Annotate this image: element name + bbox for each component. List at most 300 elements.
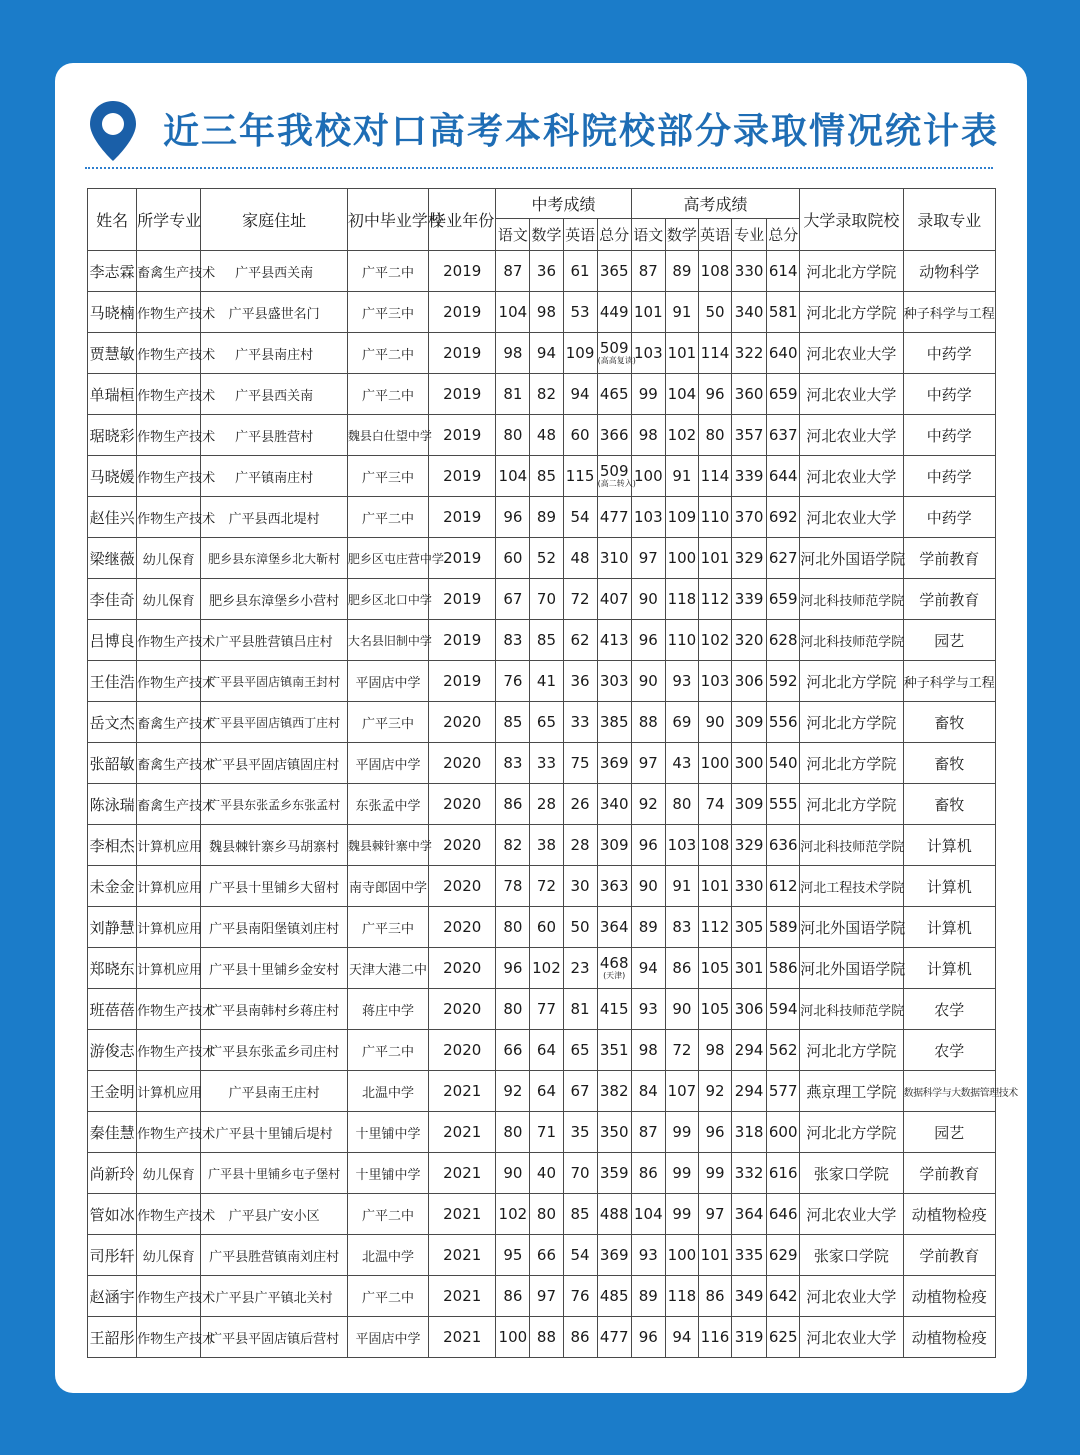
- cell-gk-score: 72: [665, 1030, 698, 1071]
- cell-university: 河北北方学院: [800, 1112, 903, 1153]
- cell-major: 计算机应用: [137, 866, 201, 907]
- table-row: [88, 620, 996, 661]
- cell-zk-score: 87: [496, 251, 530, 292]
- cell-university: 河北农业大学: [800, 374, 903, 415]
- cell-admitted-major: 中药学: [903, 497, 995, 538]
- cell-gk-score: 83: [665, 907, 698, 948]
- cell-gk-score: 306: [732, 989, 767, 1030]
- cell-address: 广平县胜营镇南刘庄村: [201, 1235, 347, 1276]
- cell-major: 作物生产技术: [137, 292, 201, 333]
- cell-gk-score: 110: [665, 620, 698, 661]
- table-row: [88, 538, 996, 579]
- cell-admitted-major: 畜牧: [903, 702, 995, 743]
- cell-zk-score: 72: [563, 579, 597, 620]
- header-gk-specialty: 专业: [732, 219, 767, 251]
- table-row: [88, 1194, 996, 1235]
- cell-zk-total: 449: [597, 292, 631, 333]
- cell-admitted-major: 动植物检疫: [903, 1194, 995, 1235]
- cell-zk-score: 96: [496, 497, 530, 538]
- cell-zk-score: 104: [496, 292, 530, 333]
- cell-zk-total: 351: [597, 1030, 631, 1071]
- cell-gk-score: 90: [631, 866, 665, 907]
- cell-university: 河北农业大学: [800, 497, 903, 538]
- cell-zk-score: 86: [496, 1276, 530, 1317]
- cell-zk-score: 104: [496, 456, 530, 497]
- cell-zk-score: 28: [530, 784, 563, 825]
- cell-grad-year: 2019: [429, 456, 496, 497]
- cell-zk-score: 62: [563, 620, 597, 661]
- table-row: [88, 866, 996, 907]
- cell-major: 畜禽生产技术: [137, 743, 201, 784]
- cell-university: 燕京理工学院: [800, 1071, 903, 1112]
- cell-address: 广平县十里铺乡金安村: [201, 948, 347, 989]
- cell-gk-score: 330: [732, 866, 767, 907]
- table-row: [88, 1112, 996, 1153]
- cell-zk-score: 36: [530, 251, 563, 292]
- cell-zk-total: 485: [597, 1276, 631, 1317]
- cell-zk-score: 60: [496, 538, 530, 579]
- cell-admitted-major: 数据科学与大数据管理技术: [903, 1071, 995, 1112]
- cell-gk-score: 90: [698, 702, 731, 743]
- cell-university: 河北北方学院: [800, 784, 903, 825]
- cell-zk-score: 83: [496, 620, 530, 661]
- cell-admitted-major: 中药学: [903, 374, 995, 415]
- cell-zk-score: 33: [563, 702, 597, 743]
- cell-name: 秦佳慧: [88, 1112, 137, 1153]
- cell-gk-score: 91: [665, 292, 698, 333]
- header-gaokao: 高考成绩: [631, 189, 800, 219]
- cell-zk-score: 30: [563, 866, 597, 907]
- table-row: [88, 251, 996, 292]
- cell-zk-total: 465: [597, 374, 631, 415]
- cell-grad-year: 2019: [429, 251, 496, 292]
- table-row: [88, 579, 996, 620]
- cell-zk-score: 82: [530, 374, 563, 415]
- cell-major: 作物生产技术: [137, 497, 201, 538]
- table-row: [88, 1153, 996, 1194]
- cell-admitted-major: 计算机: [903, 866, 995, 907]
- cell-gk-score: 104: [631, 1194, 665, 1235]
- cell-gk-score: 90: [665, 989, 698, 1030]
- cell-gk-total: 586: [767, 948, 800, 989]
- cell-gk-total: 562: [767, 1030, 800, 1071]
- cell-gk-score: 335: [732, 1235, 767, 1276]
- cell-zk-score: 78: [496, 866, 530, 907]
- cell-major: 作物生产技术: [137, 1030, 201, 1071]
- cell-name: 陈泳瑞: [88, 784, 137, 825]
- cell-middle-school: 南寺郎固中学: [347, 866, 428, 907]
- cell-zk-score: 65: [563, 1030, 597, 1071]
- cell-gk-score: 98: [631, 415, 665, 456]
- cell-name: 管如冰: [88, 1194, 137, 1235]
- cell-zk-score: 86: [563, 1317, 597, 1358]
- cell-name: 单瑞桓: [88, 374, 137, 415]
- cell-name: 岳文杰: [88, 702, 137, 743]
- table-row: [88, 456, 996, 497]
- cell-gk-score: 93: [665, 661, 698, 702]
- header-name: 姓名: [88, 189, 137, 251]
- cell-gk-score: 96: [631, 825, 665, 866]
- cell-name: 李相杰: [88, 825, 137, 866]
- cell-address: 广平县平固店镇后营村: [201, 1317, 347, 1358]
- cell-gk-score: 357: [732, 415, 767, 456]
- cell-address: 广平县十里铺乡大留村: [201, 866, 347, 907]
- cell-grad-year: 2021: [429, 1317, 496, 1358]
- table-row: [88, 1071, 996, 1112]
- cell-grad-year: 2020: [429, 907, 496, 948]
- cell-grad-year: 2020: [429, 825, 496, 866]
- cell-gk-score: 87: [631, 1112, 665, 1153]
- cell-name: 未金金: [88, 866, 137, 907]
- cell-gk-score: 89: [665, 251, 698, 292]
- cell-gk-score: 43: [665, 743, 698, 784]
- cell-address: 广平县西北堤村: [201, 497, 347, 538]
- cell-admitted-major: 动植物检疫: [903, 1276, 995, 1317]
- cell-gk-score: 110: [698, 497, 731, 538]
- cell-university: 河北北方学院: [800, 1030, 903, 1071]
- cell-gk-total: 625: [767, 1317, 800, 1358]
- cell-gk-total: 646: [767, 1194, 800, 1235]
- cell-university: 河北外国语学院: [800, 907, 903, 948]
- cell-gk-score: 306: [732, 661, 767, 702]
- header-zk-math: 数学: [530, 219, 563, 251]
- cell-major: 作物生产技术: [137, 415, 201, 456]
- cell-zk-score: 48: [530, 415, 563, 456]
- cell-gk-score: 99: [631, 374, 665, 415]
- cell-gk-score: 99: [665, 1153, 698, 1194]
- cell-zk-score: 28: [563, 825, 597, 866]
- cell-gk-score: 86: [631, 1153, 665, 1194]
- cell-university: 河北科技师范学院: [800, 825, 903, 866]
- cell-name: 尚新玲: [88, 1153, 137, 1194]
- cell-grad-year: 2021: [429, 1112, 496, 1153]
- cell-zk-score: 85: [530, 620, 563, 661]
- cell-gk-total: 659: [767, 374, 800, 415]
- cell-major: 作物生产技术: [137, 1317, 201, 1358]
- table-row: [88, 743, 996, 784]
- cell-name: 张韶敏: [88, 743, 137, 784]
- cell-admitted-major: 中药学: [903, 333, 995, 374]
- cell-gk-score: 329: [732, 825, 767, 866]
- cell-zk-score: 85: [530, 456, 563, 497]
- cell-zk-score: 67: [563, 1071, 597, 1112]
- cell-grad-year: 2021: [429, 1071, 496, 1112]
- cell-gk-score: 97: [698, 1194, 731, 1235]
- cell-zk-score: 86: [496, 784, 530, 825]
- cell-name: 马晓媛: [88, 456, 137, 497]
- cell-grad-year: 2019: [429, 292, 496, 333]
- cell-gk-score: 116: [698, 1317, 731, 1358]
- cell-gk-score: 103: [665, 825, 698, 866]
- cell-grad-year: 2021: [429, 1276, 496, 1317]
- cell-grad-year: 2019: [429, 620, 496, 661]
- cell-gk-score: 69: [665, 702, 698, 743]
- cell-gk-score: 103: [631, 333, 665, 374]
- dotted-divider: [85, 167, 993, 169]
- cell-gk-score: 340: [732, 292, 767, 333]
- cell-middle-school: 大名县旧制中学: [347, 620, 428, 661]
- cell-gk-score: 91: [665, 456, 698, 497]
- cell-gk-score: 107: [665, 1071, 698, 1112]
- location-pin-icon: [87, 99, 139, 163]
- cell-zk-score: 85: [496, 702, 530, 743]
- cell-middle-school: 蒋庄中学: [347, 989, 428, 1030]
- cell-zk-score: 65: [530, 702, 563, 743]
- header-gk-math: 数学: [665, 219, 698, 251]
- cell-zk-score: 75: [563, 743, 597, 784]
- cell-gk-score: 98: [631, 1030, 665, 1071]
- zk-total-note: (高高复读): [597, 356, 636, 365]
- cell-gk-score: 100: [665, 1235, 698, 1276]
- cell-zk-score: 92: [496, 1071, 530, 1112]
- cell-gk-score: 99: [665, 1112, 698, 1153]
- cell-gk-score: 92: [631, 784, 665, 825]
- cell-middle-school: 广平二中: [347, 1030, 428, 1071]
- zk-total-value: 509: [599, 462, 629, 480]
- cell-gk-total: 644: [767, 456, 800, 497]
- cell-gk-score: 74: [698, 784, 731, 825]
- cell-grad-year: 2020: [429, 743, 496, 784]
- cell-zk-score: 60: [530, 907, 563, 948]
- cell-gk-score: 100: [698, 743, 731, 784]
- cell-zk-total: 359: [597, 1153, 631, 1194]
- header: [87, 99, 1000, 169]
- zk-total-value: 509: [599, 339, 629, 357]
- table-row: [88, 374, 996, 415]
- cell-grad-year: 2020: [429, 784, 496, 825]
- cell-gk-score: 86: [665, 948, 698, 989]
- cell-gk-score: 339: [732, 456, 767, 497]
- cell-zk-total: 303: [597, 661, 631, 702]
- cell-university: 河北外国语学院: [800, 948, 903, 989]
- cell-gk-score: 104: [665, 374, 698, 415]
- cell-gk-score: 300: [732, 743, 767, 784]
- cell-name: 王佳浩: [88, 661, 137, 702]
- table-row: [88, 415, 996, 456]
- cell-middle-school: 广平三中: [347, 702, 428, 743]
- cell-zk-score: 115: [563, 456, 597, 497]
- cell-zk-total: 369: [597, 1235, 631, 1276]
- cell-zk-score: 90: [496, 1153, 530, 1194]
- cell-address: 广平县胜营镇吕庄村: [201, 620, 347, 661]
- cell-zk-score: 100: [496, 1317, 530, 1358]
- cell-gk-score: 93: [631, 1235, 665, 1276]
- cell-gk-score: 96: [698, 374, 731, 415]
- cell-zk-total: [597, 456, 636, 497]
- cell-address: 广平县广安小区: [201, 1194, 347, 1235]
- cell-zk-score: 80: [496, 415, 530, 456]
- cell-name: 李志霖: [88, 251, 137, 292]
- cell-zk-score: 96: [496, 948, 530, 989]
- cell-gk-score: 360: [732, 374, 767, 415]
- cell-gk-score: 364: [732, 1194, 767, 1235]
- cell-gk-score: 109: [665, 497, 698, 538]
- cell-zk-score: 76: [496, 661, 530, 702]
- cell-gk-score: 97: [631, 743, 665, 784]
- cell-major: 畜禽生产技术: [137, 784, 201, 825]
- cell-major: 幼儿保育: [137, 1153, 201, 1194]
- cell-major: 作物生产技术: [137, 374, 201, 415]
- cell-university: 河北科技师范学院: [800, 579, 903, 620]
- cell-address: 广平县南庄村: [201, 333, 347, 374]
- cell-middle-school: 肥乡区屯庄营中学: [347, 538, 428, 579]
- cell-admitted-major: 畜牧: [903, 784, 995, 825]
- cell-zk-total: 382: [597, 1071, 631, 1112]
- cell-grad-year: 2019: [429, 415, 496, 456]
- cell-admitted-major: 计算机: [903, 948, 995, 989]
- cell-zk-score: 71: [530, 1112, 563, 1153]
- cell-gk-score: 322: [732, 333, 767, 374]
- cell-zk-score: 94: [563, 374, 597, 415]
- cell-admitted-major: 学前教育: [903, 1235, 995, 1276]
- cell-middle-school: 广平三中: [347, 292, 428, 333]
- cell-middle-school: 广平二中: [347, 333, 428, 374]
- cell-university: 河北农业大学: [800, 1317, 903, 1358]
- cell-gk-score: 332: [732, 1153, 767, 1194]
- cell-gk-total: 594: [767, 989, 800, 1030]
- cell-address: 广平县胜营村: [201, 415, 347, 456]
- cell-grad-year: 2019: [429, 374, 496, 415]
- header-address: 家庭住址: [201, 189, 347, 251]
- cell-gk-score: 103: [631, 497, 665, 538]
- cell-gk-score: 309: [732, 784, 767, 825]
- cell-gk-score: 114: [698, 456, 731, 497]
- cell-grad-year: 2021: [429, 1194, 496, 1235]
- cell-zk-score: 81: [496, 374, 530, 415]
- cell-gk-total: 629: [767, 1235, 800, 1276]
- cell-admitted-major: 农学: [903, 989, 995, 1030]
- cell-gk-score: 339: [732, 579, 767, 620]
- cell-zk-total: 407: [597, 579, 631, 620]
- cell-zk-score: 66: [530, 1235, 563, 1276]
- cell-grad-year: 2021: [429, 1235, 496, 1276]
- cell-zk-score: 33: [530, 743, 563, 784]
- cell-gk-score: 98: [698, 1030, 731, 1071]
- cell-university: 河北农业大学: [800, 456, 903, 497]
- cell-major: 作物生产技术: [137, 620, 201, 661]
- cell-zk-score: 23: [563, 948, 597, 989]
- cell-university: 河北北方学院: [800, 661, 903, 702]
- cell-address: 广平镇南庄村: [201, 456, 347, 497]
- table-body: [88, 251, 1018, 1358]
- cell-middle-school: 平固店中学: [347, 1317, 428, 1358]
- cell-gk-score: 100: [631, 456, 665, 497]
- cell-zk-score: 50: [563, 907, 597, 948]
- cell-gk-total: 636: [767, 825, 800, 866]
- cell-gk-score: 96: [698, 1112, 731, 1153]
- cell-zk-score: 35: [563, 1112, 597, 1153]
- header-zk-english: 英语: [563, 219, 597, 251]
- cell-gk-score: 84: [631, 1071, 665, 1112]
- cell-university: 河北科技师范学院: [800, 989, 903, 1030]
- cell-gk-total: 600: [767, 1112, 800, 1153]
- cell-gk-total: 577: [767, 1071, 800, 1112]
- cell-grad-year: 2020: [429, 1030, 496, 1071]
- header-gk-chinese: 语文: [631, 219, 665, 251]
- cell-university: 河北北方学院: [800, 292, 903, 333]
- cell-middle-school: 肥乡区北口中学: [347, 579, 428, 620]
- cell-university: 河北科技师范学院: [800, 620, 903, 661]
- cell-gk-total: 581: [767, 292, 800, 333]
- cell-admitted-major: 农学: [903, 1030, 995, 1071]
- cell-major: 畜禽生产技术: [137, 702, 201, 743]
- cell-major: 计算机应用: [137, 948, 201, 989]
- cell-address: 广平县平固店镇固庄村: [201, 743, 347, 784]
- cell-zk-score: 64: [530, 1030, 563, 1071]
- cell-gk-score: 97: [631, 538, 665, 579]
- cell-zk-total: 350: [597, 1112, 631, 1153]
- cell-name: 梁继薇: [88, 538, 137, 579]
- cell-zk-score: 48: [563, 538, 597, 579]
- cell-admitted-major: 动植物检疫: [903, 1317, 995, 1358]
- cell-grad-year: 2019: [429, 538, 496, 579]
- cell-gk-score: 294: [732, 1071, 767, 1112]
- page-title: 近三年我校对口高考本科院校部分录取情况统计表: [163, 111, 1000, 152]
- cell-zk-total: 363: [597, 866, 631, 907]
- cell-address: 广平县广平镇北关村: [201, 1276, 347, 1317]
- cell-name: 吕博良: [88, 620, 137, 661]
- cell-name: 班蓓蓓: [88, 989, 137, 1030]
- cell-university: 河北农业大学: [800, 1194, 903, 1235]
- cell-gk-total: 540: [767, 743, 800, 784]
- cell-gk-score: 318: [732, 1112, 767, 1153]
- cell-zk-score: 60: [563, 415, 597, 456]
- cell-gk-score: 301: [732, 948, 767, 989]
- cell-gk-score: 105: [698, 948, 731, 989]
- cell-gk-score: 108: [698, 251, 731, 292]
- cell-gk-total: 642: [767, 1276, 800, 1317]
- cell-gk-score: 329: [732, 538, 767, 579]
- cell-zk-score: 72: [530, 866, 563, 907]
- cell-major: 作物生产技术: [137, 1276, 201, 1317]
- cell-admitted-major: 学前教育: [903, 579, 995, 620]
- cell-address: 广平县西关南: [201, 374, 347, 415]
- cell-gk-score: 118: [665, 579, 698, 620]
- cell-zk-score: 53: [563, 292, 597, 333]
- cell-zk-score: 77: [530, 989, 563, 1030]
- cell-zk-score: 98: [496, 333, 530, 374]
- cell-zk-total: [597, 948, 631, 989]
- cell-name: 赵涵宇: [88, 1276, 137, 1317]
- cell-zk-score: 81: [563, 989, 597, 1030]
- cell-zk-total: 477: [597, 497, 631, 538]
- cell-major: 畜禽生产技术: [137, 251, 201, 292]
- cell-gk-score: 89: [631, 907, 665, 948]
- cell-university: 河北农业大学: [800, 333, 903, 374]
- cell-grad-year: 2019: [429, 661, 496, 702]
- cell-middle-school: 十里铺中学: [347, 1112, 428, 1153]
- cell-gk-score: 320: [732, 620, 767, 661]
- cell-gk-score: 50: [698, 292, 731, 333]
- cell-name: 刘静慧: [88, 907, 137, 948]
- cell-name: 郑晓东: [88, 948, 137, 989]
- cell-university: 张家口学院: [800, 1153, 903, 1194]
- cell-zk-score: 76: [563, 1276, 597, 1317]
- cell-gk-score: 102: [665, 415, 698, 456]
- cell-zk-score: 94: [530, 333, 563, 374]
- cell-zk-total: 364: [597, 907, 631, 948]
- cell-admitted-major: 种子科学与工程: [903, 661, 995, 702]
- cell-gk-score: 309: [732, 702, 767, 743]
- cell-zk-total: [597, 333, 636, 374]
- cell-zk-score: 38: [530, 825, 563, 866]
- cell-zk-score: 98: [530, 292, 563, 333]
- cell-gk-total: 637: [767, 415, 800, 456]
- cell-grad-year: 2020: [429, 702, 496, 743]
- cell-university: 张家口学院: [800, 1235, 903, 1276]
- cell-name: 琚晓彩: [88, 415, 137, 456]
- cell-major: 幼儿保育: [137, 1235, 201, 1276]
